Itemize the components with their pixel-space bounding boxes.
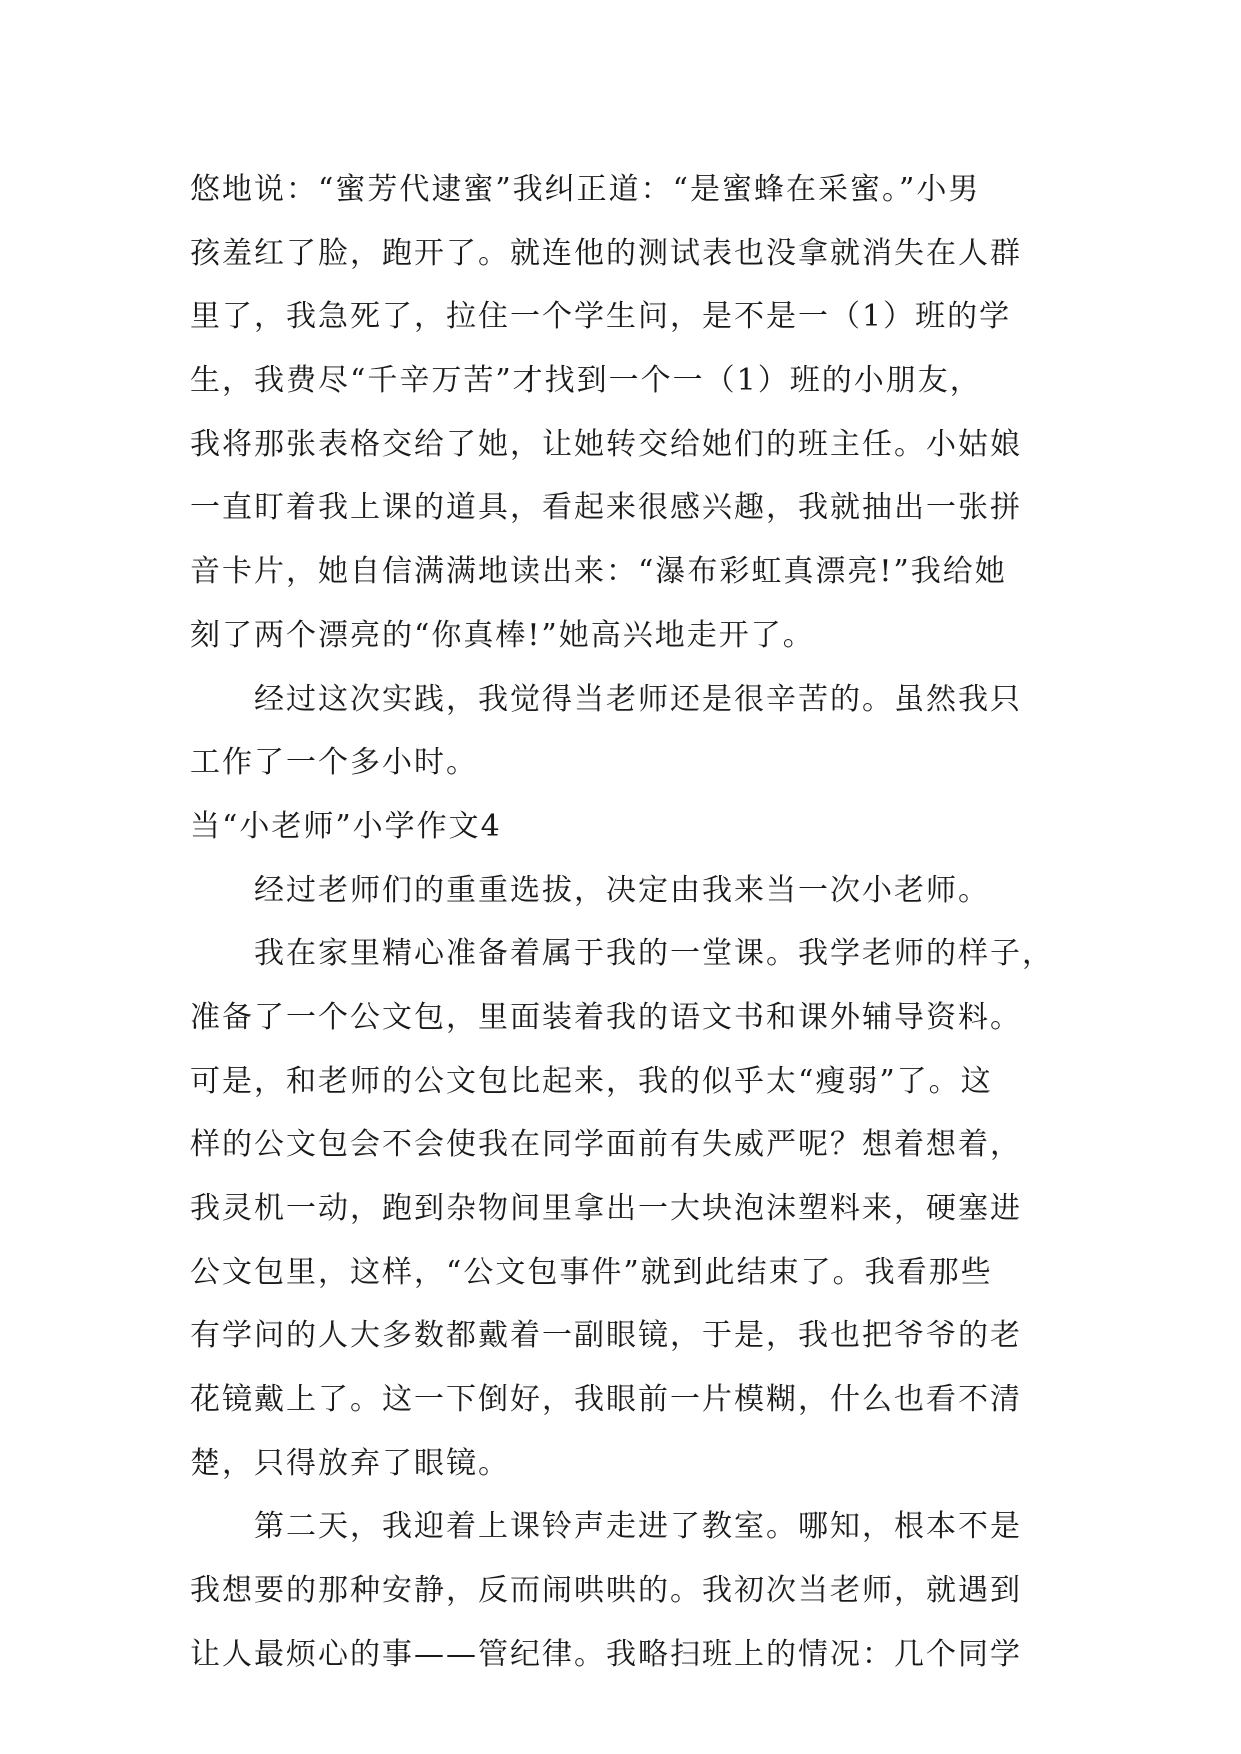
text-line-16: 样的公文包会不会使我在同学面前有失威严呢？想着想着， [190, 1127, 1022, 1163]
text-line-8: 刻了两个漂亮的“你真棒!”她高兴地走开了。 [190, 617, 815, 653]
text-line-6: 一直盯着我上课的道具，看起来很感兴趣，我就抽出一张拼 [190, 490, 1022, 526]
text-line-12: 经过老师们的重重选拔，决定由我来当一次小老师。 [254, 872, 990, 908]
text-line-23: 我想要的那种安静，反而闹哄哄的。我初次当老师，就遇到 [190, 1573, 1022, 1609]
text-line-18: 公文包里，这样，“公文包事件”就到此结束了。我看那些 [190, 1254, 993, 1290]
text-line-24: 让人最烦心的事——管纪律。我略扫班上的情况：几个同学 [190, 1636, 1022, 1672]
text-line-10: 工作了一个多小时。 [190, 745, 478, 781]
document-page [190, 158, 1054, 1687]
text-line-22: 第二天，我迎着上课铃声走进了教室。哪知，根本不是 [254, 1509, 1022, 1545]
text-line-15: 可是，和老师的公文包比起来，我的似乎太“瘦弱”了。这 [190, 1063, 993, 1099]
text-line-2: 孩羞红了脸，跑开了。就连他的测试表也没拿就消失在人群 [190, 235, 1022, 271]
section-heading: 当“小老师”小学作文4 [190, 808, 502, 844]
text-line-21: 楚，只得放弃了眼镜。 [190, 1445, 510, 1481]
text-line-9: 经过这次实践，我觉得当老师还是很辛苦的。虽然我只 [254, 681, 1022, 717]
text-line-20: 花镜戴上了。这一下倒好，我眼前一片模糊，什么也看不清 [190, 1382, 1022, 1418]
text-line-4: 生，我费尽“千辛万苦”才找到一个一（1）班的小朋友， [190, 363, 982, 399]
text-line-7: 音卡片，她自信满满地读出来：“瀑布彩虹真漂亮!”我给她 [190, 554, 1007, 590]
text-line-14: 准备了一个公文包，里面装着我的语文书和课外辅导资料。 [190, 999, 1022, 1035]
text-line-13: 我在家里精心准备着属于我的一堂课。我学老师的样子， [254, 936, 1054, 972]
text-line-5: 我将那张表格交给了她，让她转交给她们的班主任。小姑娘 [190, 426, 1022, 462]
text-line-17: 我灵机一动，跑到杂物间里拿出一大块泡沫塑料来，硬塞进 [190, 1191, 1022, 1226]
text-line-19: 有学问的人大多数都戴着一副眼镜，于是，我也把爷爷的老 [190, 1318, 1022, 1354]
text-line-1: 悠地说：“蜜芳代逮蜜”我纠正道：“是蜜蜂在采蜜。”小男 [190, 172, 981, 207]
text-line-3: 里了，我急死了，拉住一个学生问，是不是一（1）班的学 [190, 299, 1012, 335]
